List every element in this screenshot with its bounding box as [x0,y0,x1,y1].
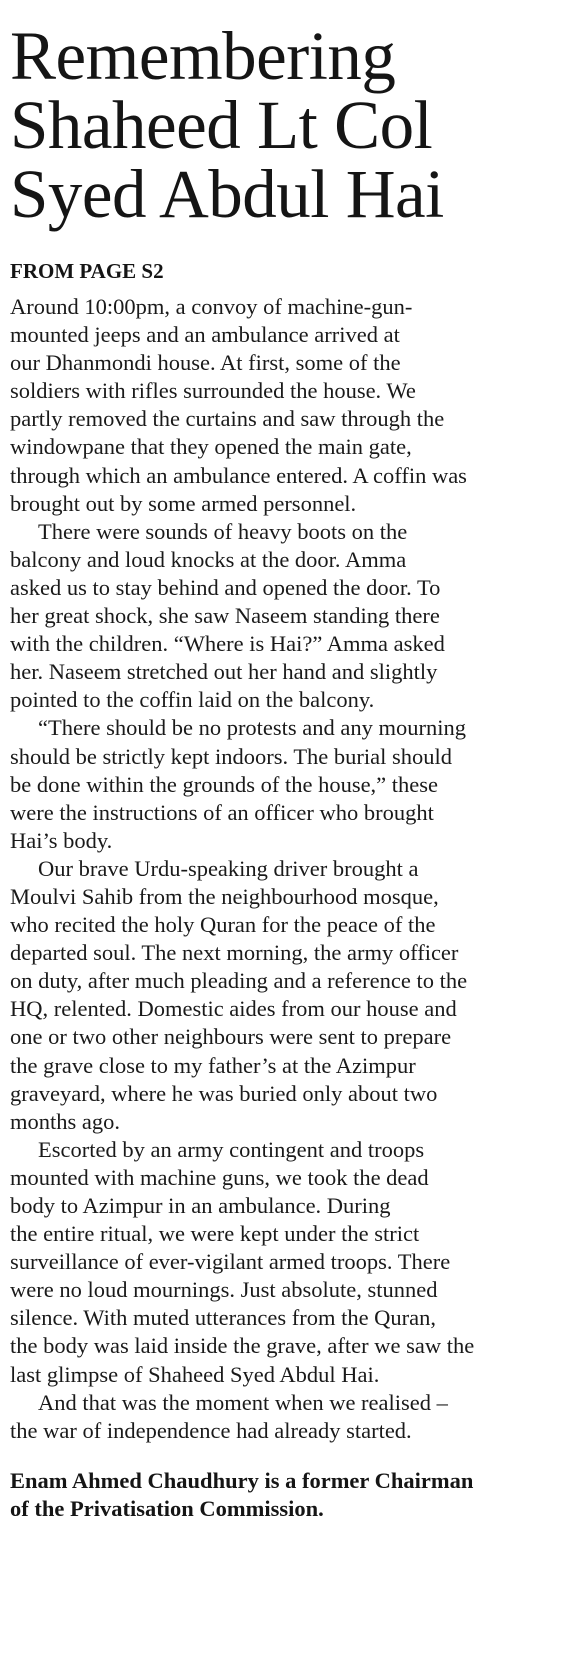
headline-line: Shaheed Lt Col [10,87,433,163]
text-line: her great shock, she saw Naseem standing there [10,603,440,629]
text-line: the body was laid inside the grave, after we saw the [10,1333,475,1359]
author-bio-line: of the Privatisation Commission. [10,1495,324,1521]
text-line: her. Naseem stretched out her hand and slightly [10,659,438,685]
text-line: HQ, relented. Domestic aides from our house and [10,996,457,1022]
text-line: the entire ritual, we were kept under the strict [10,1221,420,1247]
paragraph [10,1136,576,1389]
text-line: with the children. “Where is Hai?” Amma asked [10,631,445,657]
text-line: were the instructions of an officer who brought [10,799,434,825]
paragraph [10,293,576,518]
text-line: soldiers with rifles surrounded the house. We [10,378,416,404]
text-line: pointed to the coffin laid on the balcony. [10,687,375,713]
text-line: And that was the moment when we realised – [38,1389,448,1415]
text-line: body to Azimpur in an ambulance. During [10,1193,391,1218]
paragraph [10,1389,576,1445]
paragraph [10,855,576,1136]
headline-line: Remembering [10,18,396,94]
text-line: our Dhanmondi house. At first, some of the [10,350,401,376]
text-line: “There should be no protests and any mourning [38,715,467,741]
text-line: balcony and loud knocks at the door. Amma [10,546,407,572]
author-bio-line: Enam Ahmed Chaudhury is a former Chairman [10,1467,474,1493]
text-line: surveillance of ever-vigilant armed troops. There [10,1249,451,1275]
text-line: Hai’s body. [10,827,113,853]
text-line: silence. With muted utterances from the Quran, [10,1305,437,1331]
text-line: months ago. [10,1108,120,1134]
text-line: be done within the grounds of the house,” these [10,771,439,797]
text-line: windowpane that they opened the main gate, [10,434,412,460]
text-line: on duty, after much pleading and a reference to the [10,968,468,994]
text-line: asked us to stay behind and opened the door. To [10,574,441,600]
author-bio [10,1467,576,1523]
text-line: were no loud mournings. Just absolute, stunned [10,1277,438,1303]
article-body [10,293,576,1445]
text-line: Around 10:00pm, a convoy of machine-gun- [10,294,413,319]
text-line: the war of independence had already started. [10,1417,412,1443]
text-line: through which an ambulance entered. A coffin was [10,462,467,488]
paragraph [10,714,576,854]
text-line: brought out by some armed personnel. [10,490,357,516]
text-line: Our brave Urdu-speaking driver brought a [38,855,419,881]
paragraph [10,518,576,715]
text-line: There were sounds of heavy boots on the [38,518,408,544]
text-line: graveyard, where he was buried only about two [10,1080,438,1106]
text-line: mounted jeeps and an ambulance arrived at [10,322,400,348]
text-line: partly removed the curtains and saw through the [10,406,445,432]
text-line: last glimpse of Shaheed Syed Abdul Hai. [10,1361,380,1387]
text-line: Moulvi Sahib from the neighbourhood mosque, [10,883,439,909]
text-line: who recited the holy Quran for the peace of the [10,912,436,938]
text-line: the grave close to my father’s at the Azimpur [10,1052,416,1078]
text-line: should be strictly kept indoors. The burial should [10,743,453,769]
headline-line: Syed Abdul Hai [10,156,444,232]
continued-from-kicker: FROM PAGE S2 [10,259,164,283]
text-line: Escorted by an army contingent and troops [38,1136,425,1162]
text-line: one or two other neighbours were sent to prepare [10,1024,452,1050]
text-line: mounted with machine guns, we took the dead [10,1164,429,1190]
headline [10,18,576,232]
text-line: departed soul. The next morning, the army officer [10,940,459,966]
